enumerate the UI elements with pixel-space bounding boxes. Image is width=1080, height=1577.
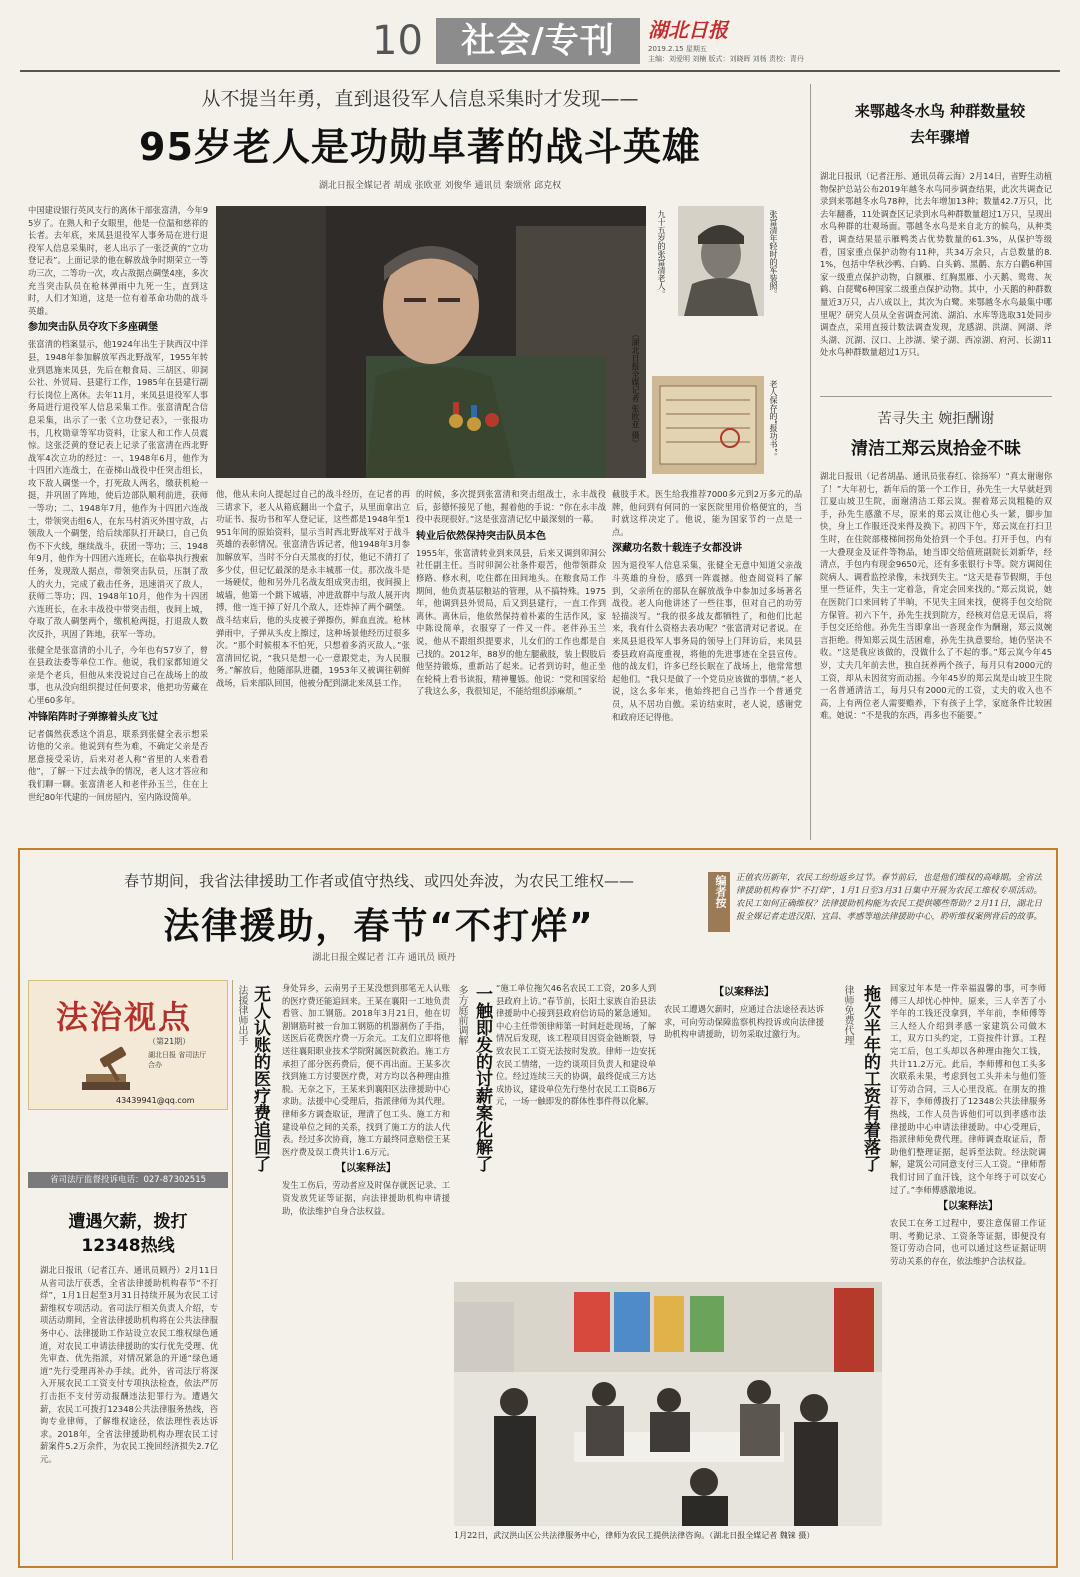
law-headline: 法律援助，春节“不打烊”	[163, 906, 595, 947]
case-b-label: 多方庭前调解	[456, 985, 467, 1045]
case-b-body-2	[664, 982, 824, 1282]
case-b-law: 农民工遭遇欠薪时，应通过合法途径表达诉求，可向劳动保障监察机构投诉或向法律援助机构申请援助，切勿采取过激行为。	[664, 1004, 824, 1040]
paper-logo: 湖北日报	[648, 18, 728, 42]
story1-subhead-4: 深藏功名数十载连子女都没讲	[612, 543, 742, 555]
photo-young-soldier	[678, 206, 764, 316]
page-number: 10	[372, 18, 423, 64]
issue-date: 2019.2.15 星期五	[648, 45, 707, 53]
story1-subhead-2: 冲锋陷阵时子弹擦着头皮飞过	[28, 711, 158, 723]
sidebar-body: 湖北日报讯（记者江卉、通讯员顾丹）2月11日从省司法厅获悉，全省法律援助机构春节“不打烊”，1月1日起至3月31日持续开展为农民工讨薪维权专项活动。省司法厅相关负责人介绍，专项活动期间，全省法律援助机构将在公共法律服务中心、法律援助工作站设立农民工维权绿色通道，对农民工申请法律援助的实行优先受理、优先审查、优先指派，对情况紧急的开通“绿色通道”先行受理再补办手续。此外，省司法厅将深入开展农民工工资支付专项执法检查，依法严厉打击拒不支付劳动报酬违法犯罪行为。遭遇欠薪，农民工可拨打12348公共法律服务热线，咨询专业律师，了解维权途径，依法理性表达诉求。2018年，全省法律援助机构办理农民工讨薪案件5.2万余件，为农民工挽回经济损失2.7亿元。	[40, 1265, 218, 1464]
legal-column-issue: （第21期）	[148, 1037, 191, 1046]
case-c-body	[890, 982, 1046, 1558]
photo-caption-document: 老人保存的“报功书”。	[769, 380, 778, 461]
case-b-headline: 一触即发的讨薪案化解了	[472, 985, 492, 1172]
masthead	[20, 10, 1060, 70]
story1-col1-text-b: 张健全是张富清的小儿子，今年也有57岁了，曾在县政法委等单位工作。他说，我们家都知道父亲是个老兵，但他从来没说过自己在战场上的故事，也从没向组织提过任何要求，他把功劳藏在心里60多年。	[28, 644, 208, 705]
case-a-law: 发生工伤后，劳动者应及时保存就医记录、工资发放凭证等证据，向法律援助机构申请援助，依法维护自身合法权益。	[282, 1180, 450, 1216]
editor-note-label: 编者按	[708, 872, 730, 932]
legal-column-sponsor: 湖北日报 省司法厅 合办	[148, 1051, 207, 1069]
gavel-icon	[78, 1044, 140, 1096]
law-photo-caption: 1月22日，武汉洪山区公共法律服务中心，律师为农民工提供法律咨询。（湖北日报全媒记者 魏铼 摄）	[454, 1531, 815, 1540]
case-b-text: “施工单位拖欠46名农民工工资，20多人到县政府上访。”春节前，长阳土家族自治县法律援助中心接到县政府信访局的紧急通知。中心主任带领律师第一时间赶赴现场，了解情况后发现，该工程项目因资金链断裂，导致农民工工资无法按时发放。律师一边安抚农民工情绪，一边约谈项目负责人和建设单位。经过连续三天的协调，最终促成三方达成协议，建设单位先行垫付农民工工资86万元，一场一触即发的群体性事件得以化解。	[496, 983, 656, 1107]
photo-credit: （湖北日报全媒记者 张欧亚 摄）	[631, 330, 640, 448]
case-c-label: 律师免费代理	[842, 985, 853, 1045]
photo-merit-document	[652, 376, 764, 474]
story1-byline: 湖北日报全媒记者 胡成 张欧亚 刘俊华 通讯员 秦颂常 邱克权	[318, 181, 562, 191]
legal-consultation-image	[454, 1282, 882, 1526]
case-b-law-head: 【以案释法】	[714, 987, 774, 998]
case-c-headline: 拖欠半年的工资有着落了	[860, 985, 880, 1172]
case-c-law-head: 【以案释法】	[938, 1201, 998, 1213]
cleaner-headline: 清洁工郑云岚拾金不昧	[851, 439, 1021, 459]
story1-col2: 他，他从未向人提起过自己的战斗经历，在记者的再三请求下，老人从箱底翻出一个盒子，从里面拿出立功证书、报功书和军人登记证，这些都是1948年至1951年间的原始资料，显示当时西北野战军对于战斗英雄的表彰情况。张富清告诉记者，他1948年3月参加解放军，当时不分白天黑夜的打仗，他记不清打了多少仗，但记忆最深的是永丰城那一仗。那次战斗是一场硬仗，他和另外几名战友组成突击组，夜间摸上城墙，他第一个跳下城墙，冲进敌群中与敌人展开肉搏，他一连干掉了好几个敌人，还炸掉了两个碉堡。战斗结束后，他的头皮被子弹擦伤，鲜血直流。枪林弹雨中，子弹从头皮上擦过，这种场景他经历过很多次。“那个时候根本不怕死，只想着多消灭敌人。”张富清回忆说，“我只是想一心一意跟党走，为人民服务。”解放后，他随部队进疆，1953年又被调往朝鲜战场，后来部队回国，他被分配到湖北来凤县工作。	[216, 489, 410, 688]
story1-col3	[416, 488, 606, 842]
law-left-divider	[232, 980, 233, 1560]
story1-col3-text-b: 1955年，张富清转业到来凤县，后来又调到卯洞公社任副主任。当时卯洞公社条件艰苦，他带领群众修路、修水利，吃住都在田间地头。在粮食局工作期间，他负责基层粮站的管理，从不搞特殊。1975年，他调到县外贸局，后又到县建行，一直工作到离休。离休后，他依然保持着朴素的生活作风，家中陈设简单，衣服穿了一件又一件。老伴孙玉兰说，他从不跟组织提要求，儿女们的工作也都是自己找的。2012年，88岁的他左腿截肢，装上假肢后他坚持锻炼，重新站了起来。记者到访时，他正坐在轮椅上看书读报，精神矍铄。他说：“党和国家给了我这么多，我很知足，不能给组织添麻烦。”	[416, 547, 606, 697]
story1-col1-text-c: 记者偶然获悉这个消息，联系到张健全表示想采访他的父亲。他说到有些为难，不确定父亲是否愿意接受采访，后来对老人称“省里的人来看看他”，了解一下过去战争的情况，老人这才答应和我们聊一聊。张富清老人和老伴孙玉兰，住在上世纪80年代建的一间房屋内，室内陈设简单。	[28, 728, 208, 802]
legal-column-email: 43439941@qq.com	[116, 1096, 195, 1105]
masthead-rule	[20, 70, 1060, 72]
story1-subhead-1: 参加突击队员夺攻下多座碉堡	[28, 322, 158, 334]
case-c-text: 回家过年本是一件幸福温馨的事，可李师傅三人却忧心忡忡。原来，三人辛苦了小半年的工钱还没拿到，半年前，李师傅等三人经人介绍到孝感一家建筑公司做木工，双方口头约定，工资按件计算。工程完工后，包工头却以各种理由拖欠工钱，共计11.2万元。此后，李师傅和包工头多次联系未果，考虑到包工头并未与他们签订劳动合同，三人心里没底。在朋友的推荐下，李师傅拨打了12348公共法律服务热线，工作人员告诉他们可以到孝感市法律援助中心申请法律援助。中心受理后，指派律师免费代理。律师调查取证后，帮助他们整理证据，起诉至法院。经法院调解，建筑公司同意支付三人工资。“律师帮我们讨回了血汗钱，这个年终于可以安心过了。”李师傅感激地说。	[890, 983, 1046, 1195]
case-b-body	[496, 982, 656, 1282]
law-byline: 湖北日报全媒记者 江卉 通讯员 顾丹	[312, 953, 456, 963]
editor-note-text: 正值农历新年，农民工纷纷返乡过节。春节前后，也是他们维权的高峰期。全省法律援助机构春节“不打烊”，1月1日至3月31日集中开展为农民工维权专项活动。农民工如何正确维权？法律援助机构能为农民工提供哪些帮助？2月11日，湖北日报全媒记者走进汉阳、宜昌、孝感等地法律援助中心，聆听维权案例背后的故事。	[736, 873, 1042, 922]
story1-headline: 95岁老人是功勋卓著的战斗英雄	[139, 125, 701, 169]
case-a-body	[282, 982, 450, 1558]
story1-col4-text-b: 因为退役军人信息采集，张健全无意中知道父亲战斗英雄的身份，感到一阵震撼。他查阅资料了解到，父亲所在的部队在解放战争中参加过多场著名战役。老人向他讲述了一些往事，但对自己的功劳轻描淡写。“我的很多战友都牺牲了，和他们比起来，我有什么资格去表功呢？”张富清对记者说。在来凤县退役军人事务局的领导上门拜访后，来凤县委县政府高度重视，将他的先进事迹在全县宣传。他的战友们，许多已经长眠在了战场上，他常常想起他们。“我只是做了一个党员应该做的事情。”老人说，这么多年来，他始终把自己当作一个普通党员，从不居功自傲。采访结束时，老人说，感谢党和政府还记得他。	[612, 560, 802, 722]
veteran-photo-image	[216, 206, 646, 478]
editor-credits: 主编：刘爱明 刘楠 版式：刘晓晖 刘杨 责校：青丹	[648, 55, 804, 63]
photo-caption-young: 张富清年轻时的军装照。	[769, 210, 778, 298]
story1-col4-text: 截肢手术。医生给我推荐7000多元到2万多元的品牌，他问到有何同的一家医院里用价格便宜的，当时就这样决定了。他说，能为国家节约一点是一点。	[612, 489, 802, 537]
birds-rule	[820, 396, 1052, 397]
legal-column-title: 法治视点	[56, 998, 193, 1036]
birds-body: 湖北日报讯（记者汪彤、通讯员蒋云海）2月14日，省野生动植物保护总站公布2019年越冬水鸟同步调查结果，此次共调查记录到来鄂越冬水鸟78种，比去年增加13种；数量42.7万只，比去年翻番，11处调查区记录到水鸟种群数量超过1万只，呈现出水鸟种群的壮观场面。鄂越冬水鸟是来自北方的候鸟，从种类看，调查结果显示雁鸭类占优势数量的61.3%，从保护等级看，国家重点保护动物有11种，共34万余只，占总数量的8.1%，包括中华秋沙鸭、白鹤、白头鹤、黑鹳、东方白鹳6种国家一级重点保护动物，白额雁、红胸黑雁、小天鹅、鸳鸯、灰鹤、白琵鹭6种国家二级重点保护动物。其中，小天鹅的种群数量近3万只，占八成以上，其次为白鹭。来鄂越冬水鸟最集中哪里呢？研究人员从全省调查河流、湖泊、水库等选取31处同步调查点，采用直接计数法调查发现，龙感湖、洪湖、网湖、斧头湖、沉湖、汉口、上涉湖、梁子湖、西凉湖、府河、长湖11处水鸟种群数量超过1万只。	[820, 171, 1052, 358]
case-a-label: 法援律师出手	[236, 985, 247, 1045]
case-a-headline: 无人认账的医疗费追回了	[250, 985, 270, 1172]
story1-col3-text: 的时候，多次提到张富清和突击组战士，永丰战役后，彭德怀接见了他，握着他的手说：“你在永丰战役中表现很好。”这是张富清记忆中最深刻的一幕。	[416, 489, 606, 525]
story1-subhead-3: 转业后依然保持突击队员本色	[416, 530, 546, 542]
cleaner-kicker: 苦寻失主 婉拒酬谢	[877, 411, 995, 427]
merit-document-image	[652, 376, 764, 474]
story1-col4	[612, 488, 802, 842]
section-label: 社会/专刊	[436, 18, 640, 64]
photo-caption-veteran: 九十五岁的张富清老人。	[657, 210, 666, 298]
story1-col1-text-a: 张富清的档案显示，他1924年出生于陕西汉中洋县，1948年参加解放军西北野战军，1955年转业到恩施来凤县，先后在粮食局、三胡区、卯洞公社、外贸局、县建行工作，1985年在县建行副行长岗位上离休。去年11月，来凤县退役军人事务局进行退役军人信息采集工作。张富清配合信息采集，出示了一张《立功登记表》，一张报功书，几枚勋章等军功资料，让家人和工作人员震惊。这张泛黄的登记表上记录了张富清在西北野战军4次立功的经过：一、1948年6月，他作为十四团六连战士，在壶梯山战役中任突击组长，攻下敌人碉堡一个，打死敌人两名，缴获机枪一挺，并巩固了阵地，使后边部队顺利前进，获师一等功；二、1948年7月，他作为十四团六连战士，带领突击组6人，在东马村消灭外围守敌，占领敌人一个碉堡，给后续部队打开缺口，自己负伤不下火线，继续战斗，获团一等功；三、1948年9月，他作为十四团六连班长，在临皋执行搜索任务，发现敌人据点，带领突击队员，压制了敌人的火力，完成了截击任务，迅速消灭了敌人，获师二等功；四、1948年10月，他作为十四团六连班长，在永丰战役中带突击组，夜间上城，夺取了敌人碉堡两个，缴机枪两挺，打退敌人数次反扑，巩固了阵地，获军一等功。	[28, 339, 208, 639]
hotline-bar: 省司法厅监督投诉电话：027-87302515	[28, 1172, 228, 1188]
law-kicker: 春节期间，我省法律援助工作者或值守热线、或四处奔波，为农民工维权——	[123, 872, 634, 890]
photo-legal-consultation	[454, 1282, 882, 1526]
column-divider	[810, 84, 811, 840]
case-a-law-head: 【以案释法】	[336, 1163, 396, 1175]
story1-lead: 中国建设银行英风支行的离休干部张富清，今年95岁了。在熟人和子女眼里，他是一位温和慈祥的长者。去年底，来凤县退役军人事务局在进行退役军人信息采集时，老人出示了一张泛黄的“立功登记表”。上面记录的他在解放战争时期荣立一等功三次，二等功一次，攻占敌据点碉堡4座，多次充当突击队员在枪林弹雨中九死一生，直到这时，人们才知道，这是一位有着革命功勋的战斗英雄。	[28, 205, 208, 316]
story1-col1	[28, 204, 208, 842]
birds-headline: 来鄂越冬水鸟 种群数量较去年骤增	[854, 102, 1026, 146]
case-a-text: 身处异乡，云南男子王某没想到那笔无人认账的医疗费还能追回来。王某在襄阳一工地负责看管、加工钢筋。2018年3月21日，他在切割钢筋时被一台加工钢筋的机器割伤了手指，送医后花费医疗费一万余元。工友们立即将他送往襄阳职业技术学院附属医院救治。施工方承担了部分医药费后，便不再出面。王某多次找到施工方讨要医疗费，对方均以各种理由推脱。无奈之下，王某来到襄阳区法律援助中心求助。法援中心受理后，指派律师为其代理。律师多方调查取证，理清了包工头、施工方和建设单位之间的关系，找到了施工方的法人代表。经过多次协商，施工方最终同意赔偿王某医疗费及误工费共计1.6万元。	[282, 983, 450, 1157]
sidebar-headline: 遭遇欠薪，拨打12348热线	[68, 1212, 188, 1256]
cleaner-body: 湖北日报讯（记者胡晶、通讯员张春红、徐扬军）“真太谢谢你了！”大年初七，新年后的第一个工作日，孙先生一大早就赶到江夏山坡卫生院，面谢清洁工郑云岚。握着郑云岚粗糙的双手，孙先生感激不尽，原来的郑云岚让他心头一紧，脚步加快，身上工作服还没来得及换下。初四下午，郑云岚在打扫卫生时，在住院部楼梯间拐角处拾到一个手包。打开手包，内有一大叠现金及证件等物品，她当即交给值班副院长刘新华，经清点，手包内有现金9650元，还有多张银行卡等。院方调阅住院病人、调看监控录像，未找到失主。“这天是春节假期，手包里一些证件，失主一定着急，肯定会回来找的。”郑云岚说，她在医院门口来回转了半晌，不见失主回来找，便将手包交给院方保管。初六下午，孙先生找到院方，经核对信息无误后，将手包交还给他。孙先生当即拿出一沓现金作为酬谢，郑云岚婉言拒绝。得知郑云岚生活困难，孙先生执意要给，她仍坚决不收。“这是我应该做的，没做什么了不起的事。”郑云岚今年45岁，丈夫几年前去世，独自抚养两个孩子，每月只有2000元的工资，却从未因贫穷而动摇。今年45岁的郑云岚是山坡卫生院一名普通清洁工，每月只有2000元的工资，丈夫的收入也不高，上有两位老人需要赡养，下有孩子上学，家庭条件比较困难。她说：“不是我的东西，再多也不能要。”	[820, 471, 1052, 721]
case-c-law: 农民工在务工过程中，要注意保留工作证明、考勤记录、工资条等证据，即便没有签订劳动合同，也可以通过这些证据证明劳动关系的存在，依法维护合法权益。	[890, 1218, 1046, 1266]
story1-kicker: 从不提当年勇，直到退役军人信息采集时才发现——	[201, 88, 639, 110]
photo-elderly-veteran	[216, 206, 646, 478]
young-soldier-portrait	[678, 206, 764, 316]
